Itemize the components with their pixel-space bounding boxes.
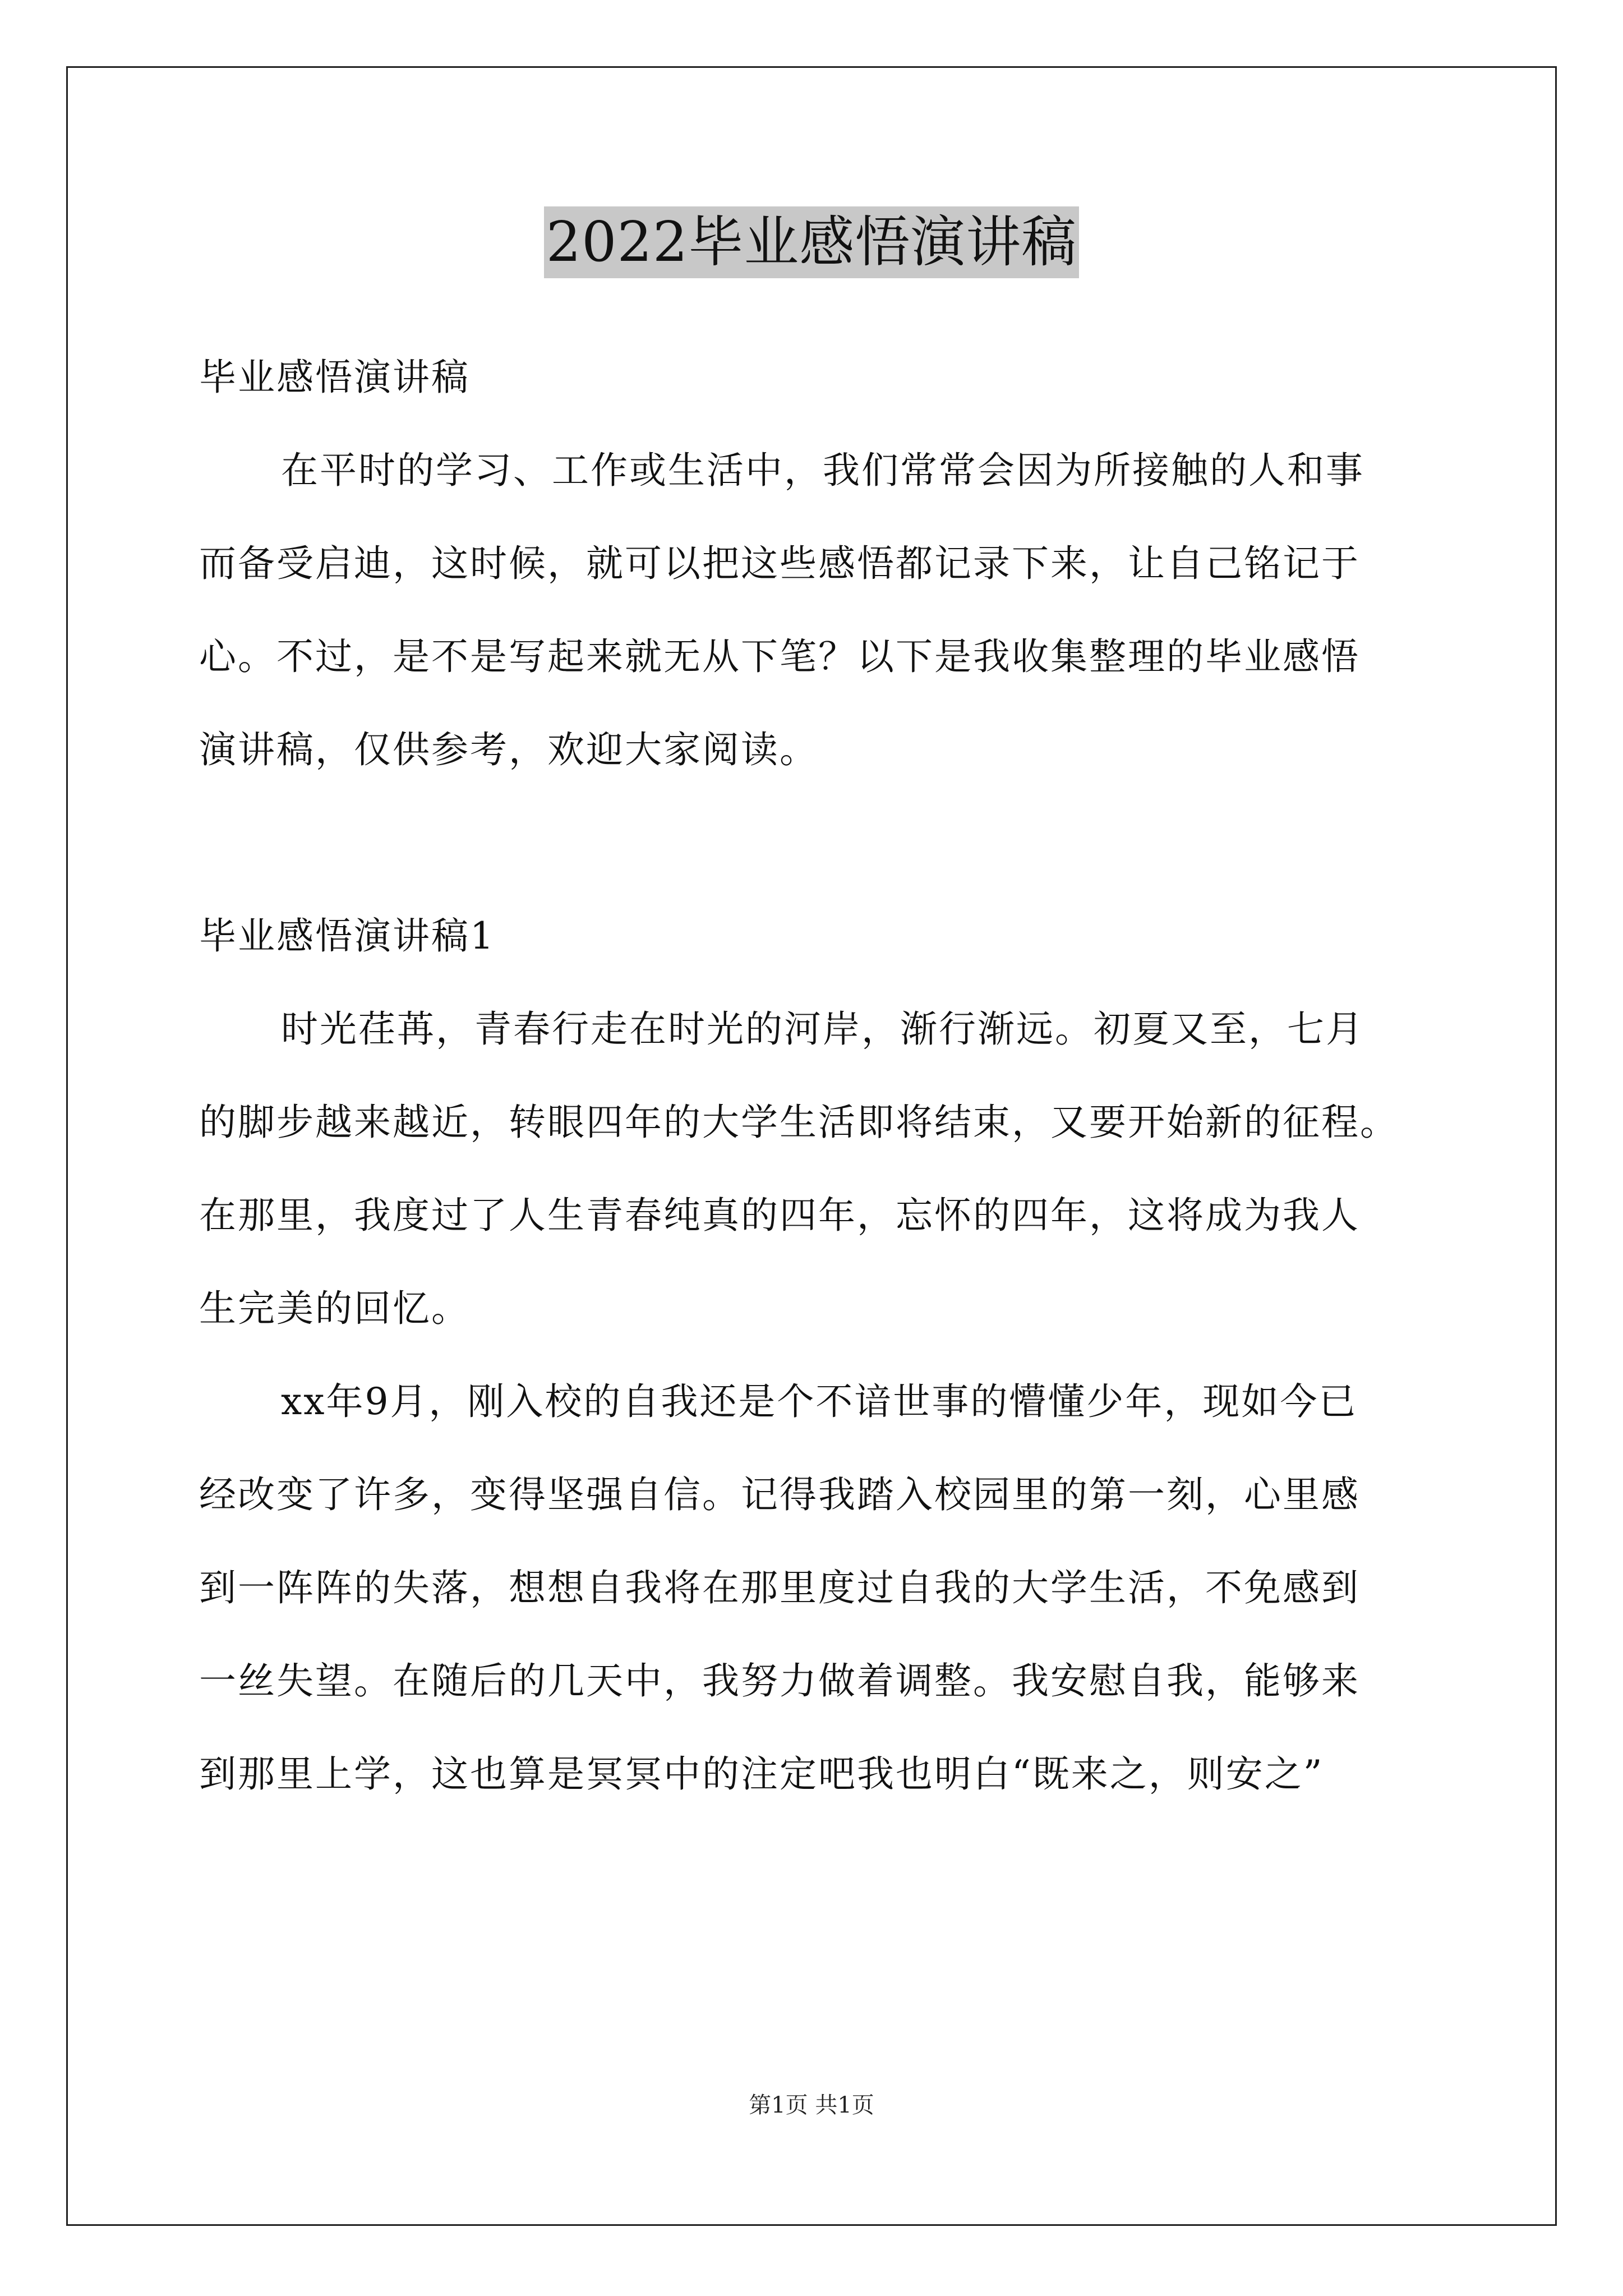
section-heading: 毕业感悟演讲稿1 (199, 914, 495, 958)
document-subtitle: 毕业感悟演讲稿 (199, 356, 470, 399)
page-footer: 第1页 共1页 (749, 2092, 874, 2118)
paragraph1-line: 在那里，我度过了人生青春纯真的四年，忘怀的四年，这将成为我人 (199, 1194, 1360, 1237)
paragraph2-line: 一丝失望。在随后的几天中，我努力做着调整。我安慰自我，能够来 (199, 1659, 1360, 1703)
intro-line: 演讲稿，仅供参考，欢迎大家阅读。 (199, 728, 818, 771)
paragraph1-line: 生完美的回忆。 (199, 1287, 470, 1330)
intro-line: 在平时的学习、工作或生活中，我们常常会因为所接触的人和事 (281, 449, 1364, 492)
paragraph2-line: 到一阵阵的失落，想想自我将在那里度过自我的大学生活，不免感到 (199, 1566, 1360, 1609)
title-container (0, 206, 1623, 278)
paragraph1-line: 时光荏苒，青春行走在时光的河岸，渐行渐远。初夏又至，七月 (281, 1007, 1364, 1051)
document-body (199, 331, 1483, 1821)
paragraph2-line: xx年9月，刚入校的自我还是个不谙世事的懵懂少年，现如今已 (281, 1380, 1358, 1423)
paragraph1-line: 的脚步越来越近，转眼四年的大学生活即将结束，又要开始新的征程。 (199, 1101, 1399, 1144)
intro-line: 心。不过，是不是写起来就无从下笔？以下是我收集整理的毕业感悟 (199, 635, 1360, 678)
paragraph2-line: 经改变了许多，变得坚强自信。记得我踏入校园里的第一刻，心里感 (199, 1473, 1360, 1516)
document-title: 2022毕业感悟演讲稿 (544, 206, 1079, 278)
paragraph-spacer (199, 797, 1483, 890)
paragraph2-line: 到那里上学，这也算是冥冥中的注定吧我也明白“既来之，则安之” (199, 1752, 1324, 1796)
intro-line: 而备受启迪，这时候，就可以把这些感悟都记录下来，让自己铭记于 (199, 542, 1360, 585)
